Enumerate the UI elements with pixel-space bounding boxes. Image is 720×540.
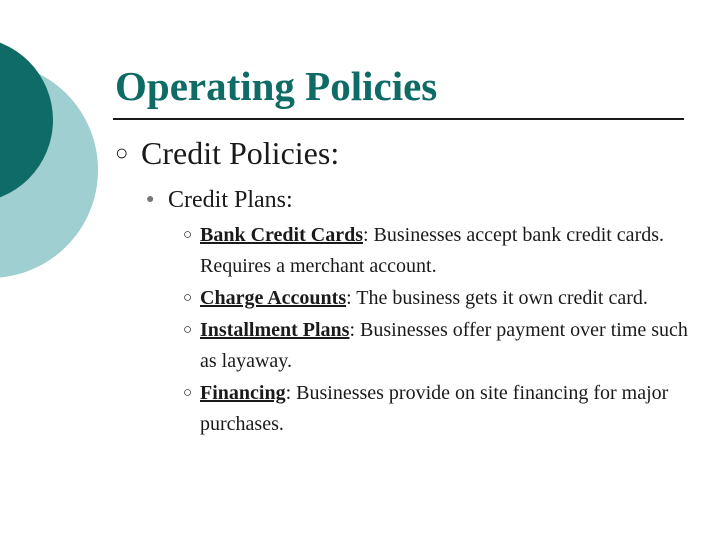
hollow-circle-bullet-icon: ○ [183,227,193,243]
item-term: Financing [200,382,286,404]
hollow-circle-bullet-icon: ○ [183,385,193,401]
subheading-credit-plans [146,185,293,215]
item-description: : Businesses offer payment over time such as layaway. [200,319,688,372]
page-title: Operating Policies [115,63,438,109]
hollow-circle-bullet-icon: ○ [115,140,129,165]
item-description: : Businesses provide on site financing for major purchases. [200,382,669,435]
list-item [185,220,705,282]
subheading-label: Credit Plans: [168,187,293,213]
item-term: Installment Plans [200,319,350,341]
list-item [185,283,705,314]
hollow-circle-bullet-icon: ○ [183,290,193,306]
heading-credit-policies [115,134,339,172]
hollow-circle-bullet-icon: ○ [183,322,193,338]
title-divider [113,118,684,120]
list-item [185,378,705,440]
filled-circle-bullet-icon: ● [146,192,155,207]
item-description: : The business gets it own credit card. [346,287,648,309]
heading-label: Credit Policies: [141,135,340,171]
decorative-circles [0,0,110,300]
list-item [185,315,705,377]
item-term: Charge Accounts [200,287,347,309]
credit-plan-list [185,220,705,441]
item-term: Bank Credit Cards [200,224,363,246]
item-description: : Businesses accept bank credit cards. Requires a merchant account. [200,224,665,277]
